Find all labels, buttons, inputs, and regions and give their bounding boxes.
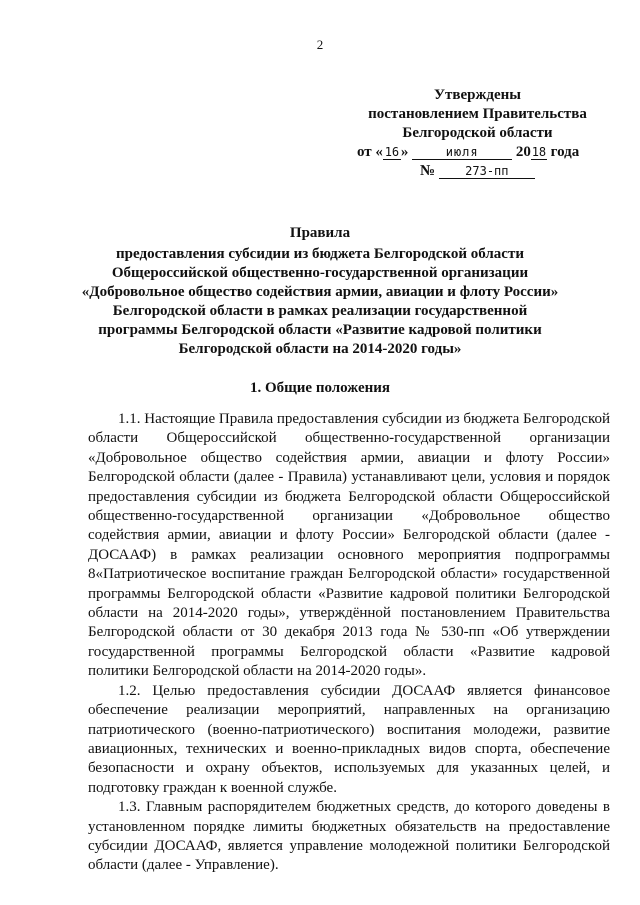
paragraph-1-3: 1.3. Главным распорядителем бюджетных средств, до которого доведены в установленном порядке лимиты бюджетных обязательств на предоставление субсидии ДОСААФ, является управление молодежной политики Белгородской области (далее - Управление). (88, 799, 610, 874)
title-line-3: «Добровольное общество содействия армии, авиации и флоту России» (81, 284, 559, 300)
title-line-4: Белгородской области в рамках реализации государственной (112, 303, 528, 319)
approval-stamp (355, 86, 600, 181)
date-prefix: от « (357, 144, 383, 160)
body-text (88, 410, 610, 876)
date-month: июля (412, 145, 512, 160)
approval-date (357, 143, 600, 162)
approval-line-3: Белгородской области (402, 125, 553, 141)
section-heading: 1. Общие положения (249, 380, 391, 396)
number-prefix: № (420, 163, 436, 179)
paragraph-1-1: 1.1. Настоящие Правила предоставления субсидии из бюджета Белгородской области Общероссийской общественно-государственной организации «Добровольное общество содействия армии, авиации и флоту России» Белгородской области (далее - Правила) устанавливают цели, условия и порядок предоставления субсидии из бюджета Белгородской области Общероссийской общественно-государственной организации «Добровольное общество содействия армии, авиации и флоту России» Белгородской области (далее - ДОСААФ) в рамках реализации основного мероприятия подпрограммы 8«Патриотическое воспитание граждан Белгородской области» государственной программы Белгородской области «Развитие кадровой политики Белгородской области на 2014-2020 годы», утверждённой постановлением Правительства Белгородской области от 30 декабря 2013 года № 530-пп «Об утверждении государственной программы Белгородской области «Развитие кадровой политики Белгородской области на 2014-2020 годы». (88, 411, 610, 680)
paragraph-1-2: 1.2. Целью предоставления субсидии ДОСААФ является финансовое обеспечение реализации мероприятий, направленных на организацию патриотического (военно-патриотического) воспитания молодежи, развитие авиационных, технических и военно-прикладных видов спорта, обеспечение безопасности и охрану объектов, используемых для указанных целей, и подготовку граждан к военной службе. (88, 682, 610, 796)
date-year: 18 (531, 145, 547, 159)
year-word: года (550, 144, 580, 160)
year-prefix: 20 (515, 144, 531, 160)
title-line-2: Общероссийской общественно-государственной организации (111, 265, 529, 281)
approval-line-2: постановлением Правительства (368, 106, 587, 122)
title-line-5: программы Белгородской области «Развитие кадровой политики (98, 322, 542, 338)
document-number: 273-пп (439, 164, 535, 179)
title-line-6: Белгородской области на 2014-2020 годы» (178, 341, 462, 357)
date-mid: » (400, 144, 409, 160)
approval-line-1: Утверждены (434, 87, 521, 103)
approval-number (420, 162, 600, 181)
date-day: 16 (384, 145, 400, 159)
title-heading: Правила (289, 225, 351, 241)
document-title (60, 224, 580, 359)
title-line-1: предоставления субсидии из бюджета Белгородской области (116, 246, 524, 262)
page-number: 2 (316, 37, 324, 52)
